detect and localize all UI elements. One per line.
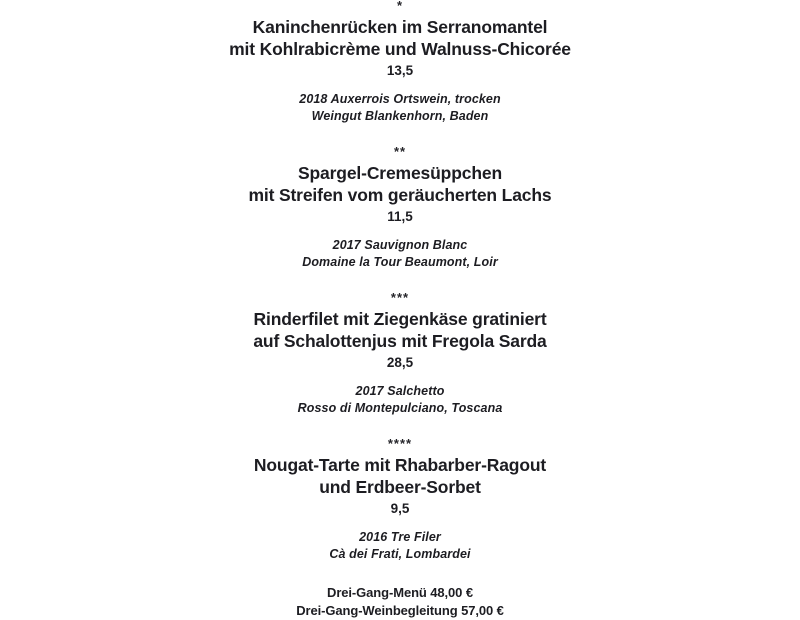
course-marker-2: **	[393, 144, 407, 159]
wine-pairing-2	[0, 237, 800, 271]
dish-line: Nougat-Tarte mit Rhabarber-Ragout	[253, 455, 547, 475]
course-spacer	[0, 271, 800, 292]
wine-pairing-1	[0, 91, 800, 125]
dish-lines-4	[0, 455, 800, 498]
dish-price-3: 28,5	[386, 355, 414, 370]
course-block-3	[0, 292, 800, 417]
dish-price-4: 9,5	[390, 501, 410, 516]
course-spacer	[0, 417, 800, 438]
dish-lines-2	[0, 163, 800, 206]
course-block-1	[0, 0, 800, 125]
dish-lines-3	[0, 309, 800, 352]
dish-line: auf Schalottenjus mit Fregola Sarda	[253, 330, 547, 351]
dish-line: Spargel-Cremesüppchen	[298, 163, 502, 183]
dish-line: mit Streifen vom geräucherten Lachs	[248, 184, 552, 205]
wine-pairing-4	[0, 529, 800, 563]
dish-price-1: 13,5	[386, 63, 414, 78]
wine-pairing-3	[0, 383, 800, 417]
wine-line: Rosso di Montepulciano, Toscana	[297, 401, 503, 415]
course-marker-4: ****	[387, 436, 413, 451]
course-block-4	[0, 438, 800, 563]
dish-line: Kaninchenrücken im Serranomantel	[252, 17, 548, 37]
dish-price-2: 11,5	[387, 209, 413, 224]
dish-lines-1	[0, 17, 800, 60]
wine-line: Domaine la Tour Beaumont, Loir	[302, 255, 498, 269]
dish-line: mit Kohlrabicrème und Walnuss-Chicorée	[229, 38, 571, 59]
course-block-2	[0, 146, 800, 271]
wine-line: Weingut Blankenhorn, Baden	[311, 109, 489, 123]
wine-line: Cà dei Frati, Lombardei	[329, 547, 471, 561]
menu-price-line: Drei-Gang-Menü 48,00 €	[327, 585, 473, 600]
wine-line: 2017 Salchetto	[355, 384, 445, 398]
course-spacer	[0, 125, 800, 146]
footer-pricing	[0, 584, 800, 620]
wine-line: 2016 Tre Filer	[359, 530, 441, 544]
wine-line: 2018 Auxerrois Ortswein, trocken	[299, 92, 501, 106]
wine-line: 2017 Sauvignon Blanc	[332, 238, 468, 252]
wine-pairing-price-line: Drei-Gang-Weinbegleitung 57,00 €	[296, 603, 504, 618]
course-marker-3: ***	[390, 290, 410, 305]
course-marker-1: *	[396, 0, 404, 13]
dish-line: und Erdbeer-Sorbet	[319, 476, 481, 497]
dish-line: Rinderfilet mit Ziegenkäse gratiniert	[253, 309, 547, 329]
